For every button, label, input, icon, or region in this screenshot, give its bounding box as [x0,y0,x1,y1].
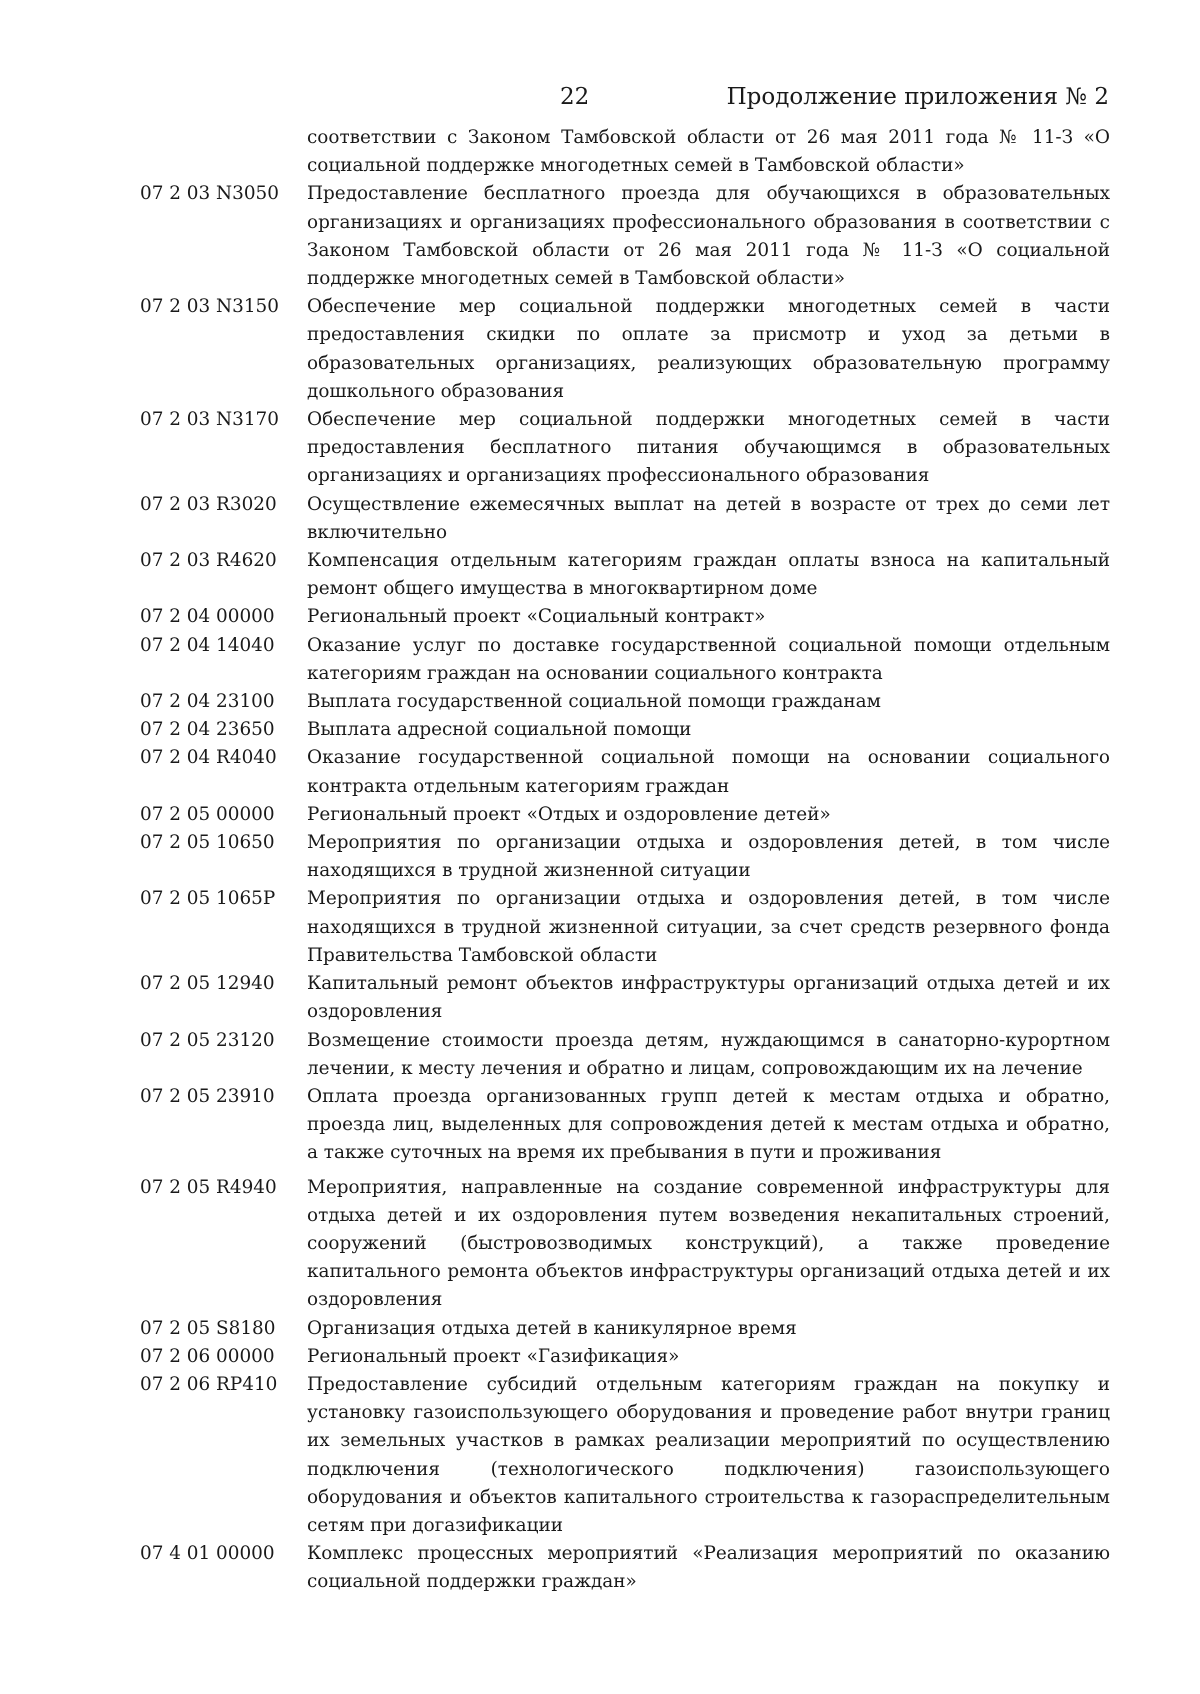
item-description: Мероприятия, направленные на создание современной инфраструктуры для отдыха детей и их оздоровления путем возведения некапитальных строений, сооружений (быстровозводимых конструкций), а также проведение капитального ремонта объектов инфраструктуры организаций отдыха детей и их оздоровления [307,1176,1110,1311]
list-item [140,632,1110,688]
item-description: Выплата адресной социальной помощи [307,719,692,741]
budget-code: 07 2 05 10650 [140,832,275,854]
budget-code: 07 2 03 N3170 [140,409,279,431]
item-description: Компенсация отдельным категориям граждан оплаты взноса на капитальный ремонт общего имущества в многоквартирном доме [307,550,1110,600]
budget-code: 07 2 03 R4620 [140,550,277,572]
budget-code: 07 2 03 R3020 [140,493,277,515]
item-description: Возмещение стоимости проезда детям, нуждающимся в санаторно-курортном лечении, к месту лечения и обратно и лицам, сопровождающим их на лечение [307,1029,1110,1079]
item-description: Оказание услуг по доставке государственной социальной помощи отдельным категориям граждан на основании социального контракта [307,634,1110,684]
item-description: Мероприятия по организации отдыха и оздоровления детей, в том числе находящихся в трудной жизненной ситуации, за счет средств резервного фонда Правительства Тамбовской области [307,888,1110,966]
item-description: Региональный проект «Социальный контракт» [307,606,766,628]
item-description: Мероприятия по организации отдыха и оздоровления детей, в том числе находящихся в трудной жизненной ситуации [307,832,1110,882]
list-item [140,1315,1110,1343]
budget-code: 07 2 04 23100 [140,691,275,713]
budget-code: 07 2 05 23120 [140,1029,275,1051]
appendix-continuation-title: Продолжение приложения № 2 [726,84,1109,110]
list-item [140,744,1110,800]
budget-code [140,124,307,180]
budget-code: 07 2 03 N3050 [140,183,279,205]
budget-code: 07 2 05 00000 [140,803,275,825]
item-description: Капитальный ремонт объектов инфраструктуры организаций отдыха детей и их оздоровления [307,973,1110,1023]
page-number: 22 [560,84,590,110]
list-item [140,1343,1110,1371]
list-item [140,688,1110,716]
list-item [140,1371,1110,1540]
list-item [140,547,1110,603]
budget-code: 07 4 01 00000 [140,1543,275,1565]
list-item [140,1083,1110,1168]
list-item [140,293,1110,406]
item-description: Обеспечение мер социальной поддержки многодетных семей в части предоставления бесплатного питания обучающимся в образовательных организациях и организациях профессионального образования [307,409,1110,487]
budget-code: 07 2 05 23910 [140,1085,275,1107]
item-description: соответствии с Законом Тамбовской области от 26 мая 2011 года № 11-З «О социальной поддержке многодетных семей в Тамбовской области» [307,127,1110,177]
list-item [140,716,1110,744]
budget-code: 07 2 04 00000 [140,606,275,628]
item-description: Выплата государственной социальной помощи гражданам [307,691,881,713]
budget-code: 07 2 04 14040 [140,634,275,656]
item-description: Обеспечение мер социальной поддержки многодетных семей в части предоставления скидки по оплате за присмотр и уход за детьми в образовательных организациях, реализующих образовательную программу дошкольного образования [307,296,1110,402]
list-item [140,124,1110,180]
budget-code: 07 2 05 R4940 [140,1176,277,1198]
list-item [140,491,1110,547]
item-description: Предоставление бесплатного проезда для обучающихся в образовательных организациях и организациях профессионального образования в соответствии с Законом Тамбовской области от 26 мая 2011 года № 11-З «О социальной поддержке многодетных семей в Тамбовской области» [307,183,1110,290]
budget-code: 07 2 06 00000 [140,1345,275,1367]
item-description: Оплата проезда организованных групп детей к местам отдыха и обратно, проезда лиц, выделенных для сопровождения детей к местам отдыха и обратно, а также суточных на время их пребывания в пути и проживания [307,1085,1110,1164]
budget-code: 07 2 05 S8180 [140,1317,276,1339]
page-header [0,84,1200,118]
budget-code: 07 2 05 12940 [140,973,275,995]
item-description: Оказание государственной социальной помощи на основании социального контракта отдельным категориям граждан [307,747,1110,797]
item-description: Организация отдыха детей в каникулярное время [307,1317,797,1339]
budget-code: 07 2 03 N3150 [140,296,279,318]
list-item [140,970,1110,1026]
item-description: Осуществление ежемесячных выплат на детей в возрасте от трех до семи лет включительно [307,493,1110,543]
list-item [140,1174,1110,1315]
classification-code-list [140,124,1110,1597]
item-description: Комплекс процессных мероприятий «Реализация мероприятий по оказанию социальной поддержки граждан» [307,1543,1110,1593]
budget-code: 07 2 05 1065P [140,888,276,910]
list-item [140,406,1110,491]
item-description: Региональный проект «Отдых и оздоровление детей» [307,803,831,825]
budget-code: 07 2 04 23650 [140,719,275,741]
item-description: Предоставление субсидий отдельным категориям граждан на покупку и установку газоиспользующего оборудования и проведение работ внутри границ их земельных участков в рамках реализации мероприятий по осуществлению подключения (технологического подключения) газоиспользующего оборудования и объектов капитального строительства к газораспределительным сетям при догазификации [307,1373,1110,1536]
list-item [140,801,1110,829]
list-item [140,603,1110,631]
budget-code: 07 2 04 R4040 [140,747,277,769]
list-item [140,1540,1110,1596]
item-description: Региональный проект «Газификация» [307,1345,680,1367]
list-item [140,1027,1110,1083]
list-item [140,885,1110,970]
budget-code: 07 2 06 RP410 [140,1373,278,1395]
list-item [140,180,1110,293]
list-item [140,829,1110,885]
